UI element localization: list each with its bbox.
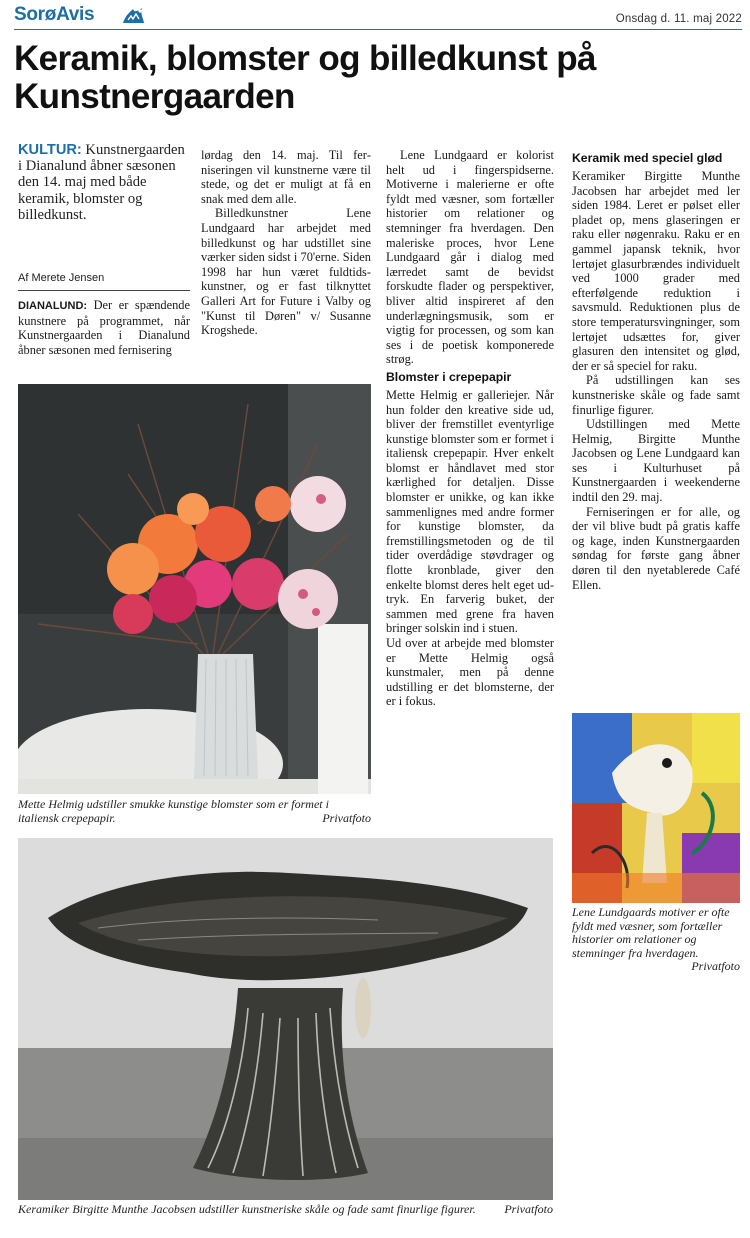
body-paragraph: På udstillingen kan ses kunstneriske skåle og fade samt finurlige figurer. (572, 373, 740, 417)
body-column-4 (572, 148, 740, 592)
body-paragraph: Mette Helmig er galleriejer. Når hun folder den kreative side ud, bliver der fremstillet eventyrlige kunstige blomster som er formet i italiensk crepepapir. Hver enkelt blomst er håndlavet med stor kærlighed for detaljen. Disse blomster er unikke, og kan ikke sammenlignes med andre former for kunstige blomster, da fremstillingsmetoden og de til tider overdådige støvdrager og flotte kronblade, giver den enkelte blomst deres helt eget udtryk. En farverig buket, der sammen med grene fra haven bringer solskin ind i stuen. (386, 387, 554, 636)
subheading: Keramik med speciel glød (572, 151, 723, 165)
brand-name[interactable]: SorøAvis (14, 4, 95, 25)
lead-paragraph (18, 142, 190, 223)
body-paragraph: lørdag den 14. maj. Til ferniseringen vil kunstnerne være til stede, og det er muligt at få en snak med dem alle. (201, 148, 371, 206)
dateline: DIANALUND: (18, 300, 88, 312)
ceramic-caption: Keramiker Birgitte Munthe Jacobsen udstiller kunstneriske skåle og fade samt finurlige figurer. Privatfoto (18, 1202, 553, 1216)
body-paragraph: Ud over at arbejde med blomster er Mette Helmig også kunstmaler, men på denne udstilling er det blomsterne, der er i fokus. (386, 636, 554, 709)
flowers-image (18, 384, 371, 794)
headline: Keramik, blomster og billedkunst på Kunstnergaarden (14, 39, 596, 116)
painting-image (572, 713, 740, 903)
subheading: Blomster i crepepapir (386, 369, 512, 384)
photo-credit: Privatfoto (322, 810, 371, 825)
body-column-2 (201, 148, 371, 338)
painting-caption: Lene Lundgaards motiver er ofte fyldt med væsner, som fortæller historier om relationer og stemninger fra hverdagen. Privatfoto (572, 905, 740, 973)
body-paragraph: Lene Lundgaard er kolorist helt ud i fingerspidserne. Motiverne i malerierne er ofte fyldt med væsner, som fortæller historier om relationer og stemninger fra hverdagen. Den maleriske proces, hvor Lene Lundgaard går i dialog med lærredet samt de bevidst forskudte flader og perspektiver, bliver altid inspireret af den underlægningsmusik, som er vigtig for processen, og som kan ses i de poetisk komponerede strøg. (386, 148, 554, 367)
body-paragraph: Keramiker Birgitte Munthe Jacobsen har arbejdet med ler siden 1984. Leret er pølset eller pladet op, mens glaseringen er raku eller nøgenraku. Raku er en gammel japansk teknik, hvor lertøjet glasurbrændes individuelt ved 1000 grader med efterfølgende reduktion i savsmuld. Reduktionen plus de store temperatursvingninger, som lertøjet udsættes for, giver glasuren den intensitet og glød, der er så speciel for raku. (572, 169, 740, 373)
body-column-3 (386, 148, 554, 709)
ceramic-image (18, 838, 553, 1200)
flowers-photo[interactable] (18, 384, 371, 794)
byline: Af Merete Jensen (18, 272, 105, 284)
brand-logo-icon (120, 5, 146, 27)
photo-credit: Privatfoto (691, 959, 740, 973)
painting-photo[interactable] (572, 713, 740, 903)
body-paragraph: Udstillingen med Mette Helmig, Birgitte Munthe Jacobsen og Lene Lundgaard kan ses i Kulturhuset på Kunstnergaarden i weekenderne indtil den 29. maj. (572, 417, 740, 505)
flowers-caption: Mette Helmig udstiller smukke kunstige blomster som er formet i italiensk crepepapir. Privatfoto (18, 797, 371, 825)
body-paragraph: Billedkunstner Lene Lundgaard har arbejdet med billedkunst og har udstillet sine værker siden sidst i 70'erne. Siden 1998 har hun været fuldtidskunstner, og er fast tilknyttet Galleri Art for Future i Valby og "Kunst til Døren" v/ Susanne Krogshede. (201, 206, 371, 338)
photo-credit: Privatfoto (504, 1202, 553, 1216)
byline-divider (18, 290, 190, 291)
masthead (14, 4, 742, 30)
lead-text: Kunstnergaarden i Dianalund åbner sæsonen den 14. maj med både keramik, blomster og billedkunst. (18, 142, 185, 223)
body-paragraph: DIANALUND: Der er spændende kunstnere på programmet, når Kunstnergaarden i Dianalund åbner sæsonen med fernisering (18, 298, 190, 357)
body-column-1 (18, 298, 190, 357)
issue-date: Onsdag d. 11. maj 2022 (615, 13, 742, 25)
body-paragraph: Ferniseringen er for alle, og der vil blive budt på gratis kaffe og kage, inden Kunstnergaarden søndag for første gang åbner døren til den nyetablerede Café Ellen. (572, 504, 740, 592)
ceramic-photo[interactable] (18, 838, 553, 1200)
lead-kicker: KULTUR: (18, 142, 82, 158)
